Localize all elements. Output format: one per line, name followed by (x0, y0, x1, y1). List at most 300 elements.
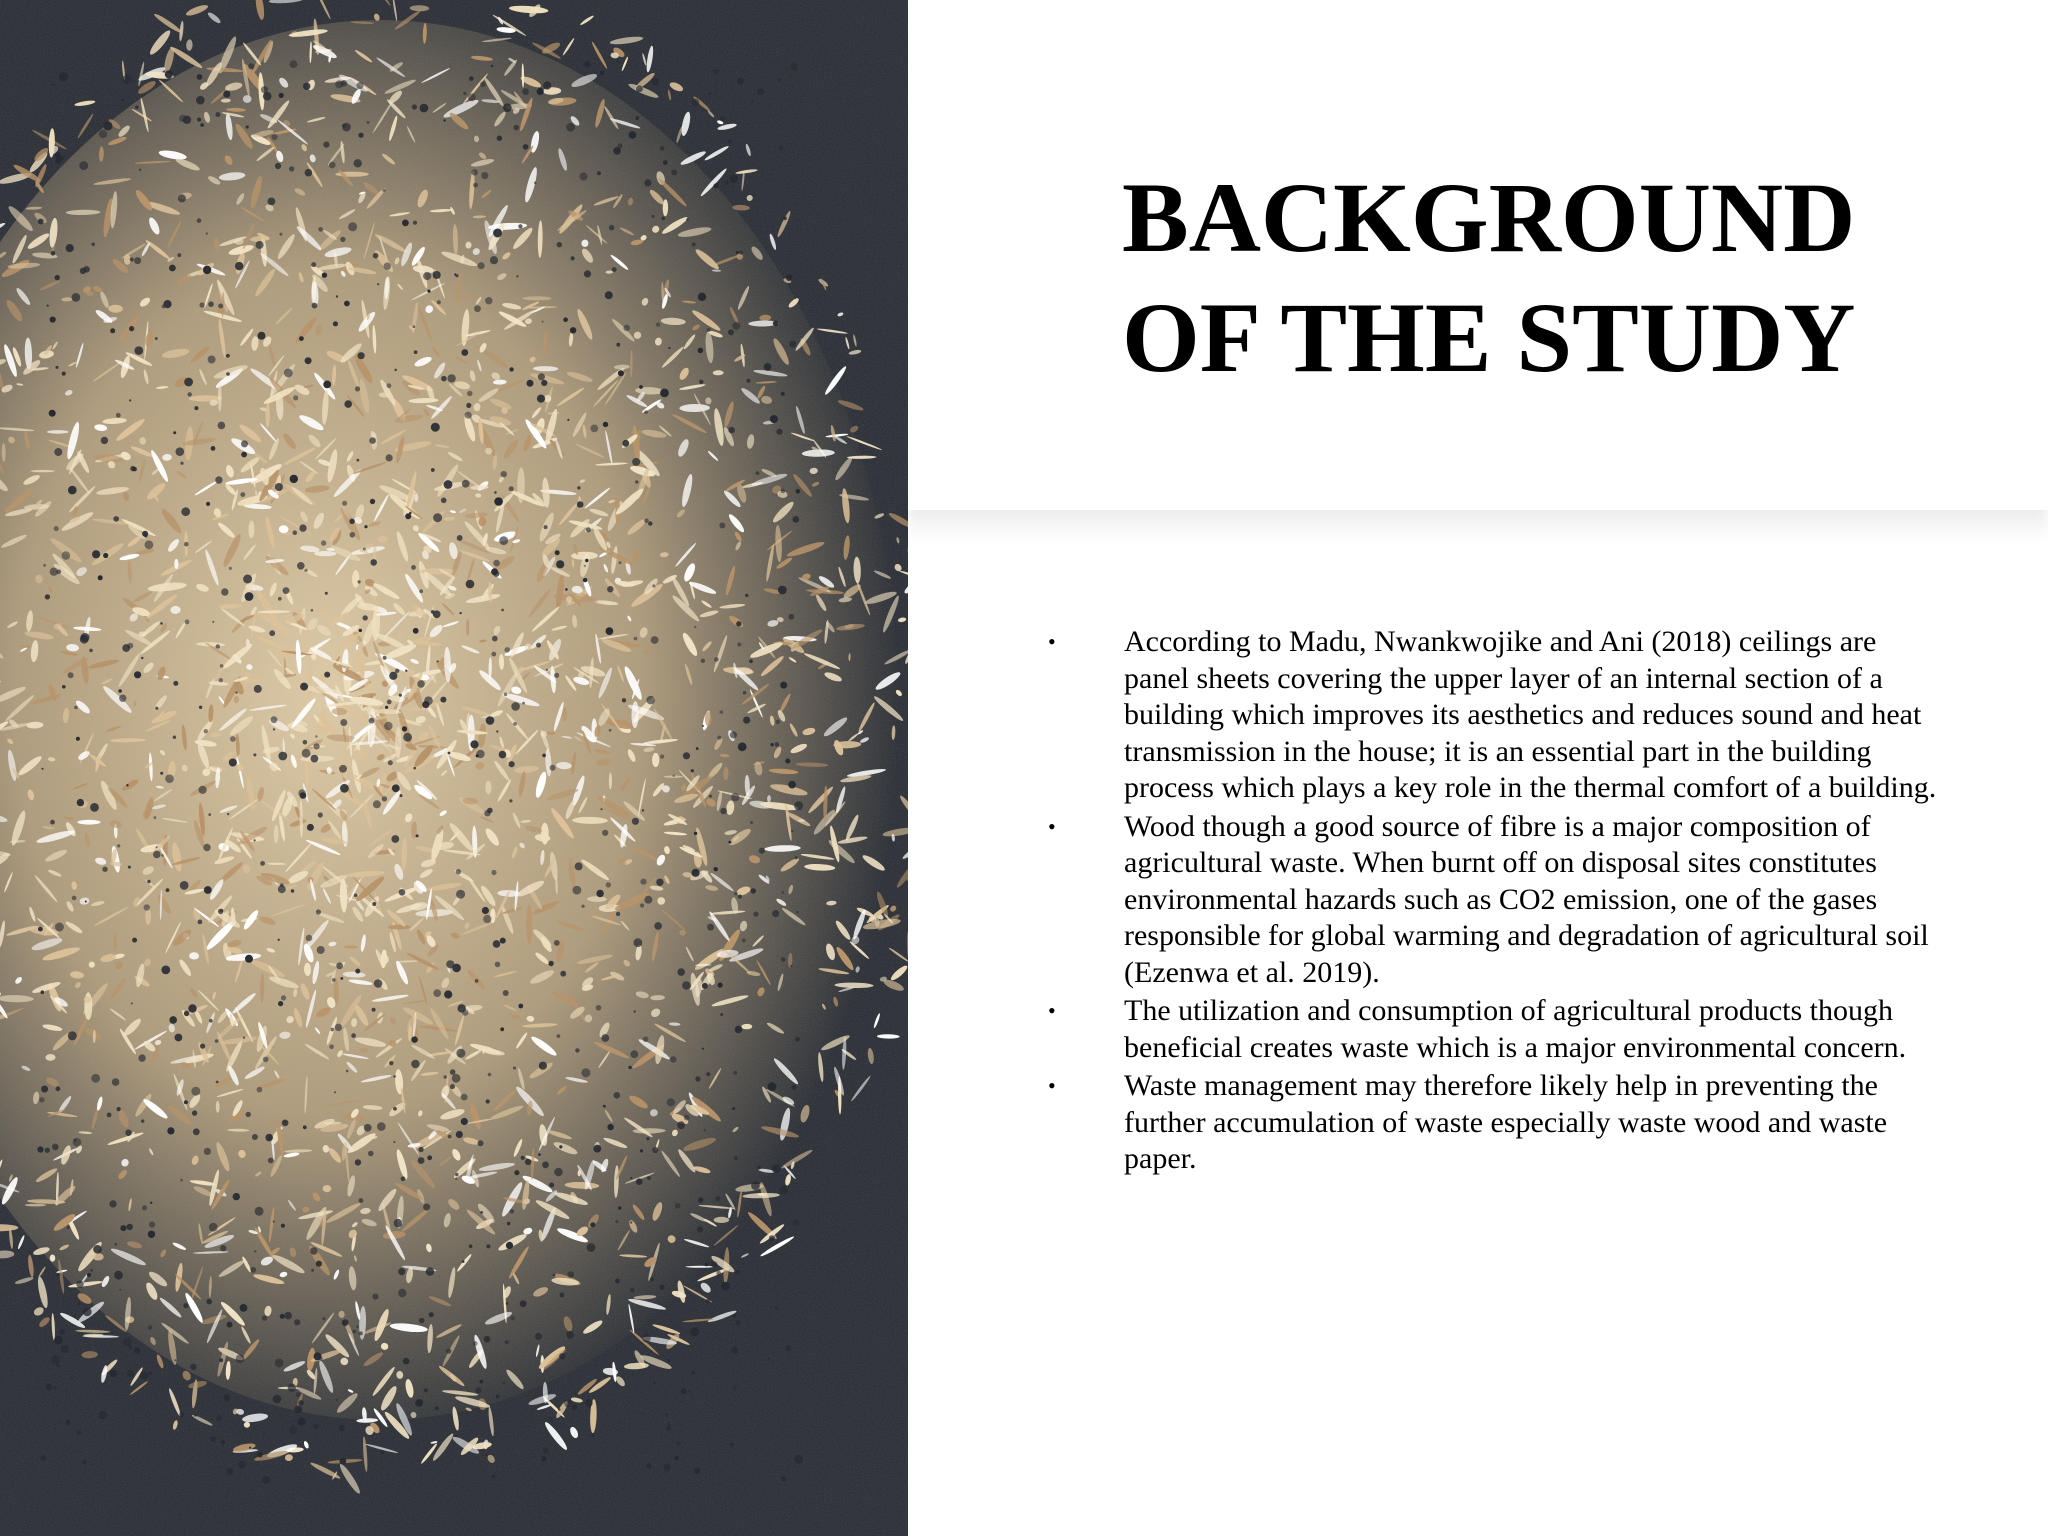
dark-speck (462, 480, 470, 488)
dark-speck (144, 904, 150, 910)
dark-speck (307, 824, 314, 831)
dark-speck (568, 1271, 575, 1278)
dark-speck (134, 257, 141, 264)
dark-speck (334, 1091, 336, 1093)
dark-speck (584, 61, 591, 68)
dark-speck (600, 808, 602, 810)
dark-speck (59, 72, 68, 81)
dark-speck (411, 1036, 417, 1042)
dark-speck (402, 220, 409, 227)
dark-speck (558, 1408, 560, 1410)
dark-speck (779, 146, 784, 151)
dark-speck (485, 297, 492, 304)
dark-speck (455, 1435, 457, 1437)
dark-speck (107, 1113, 112, 1118)
dark-speck (527, 380, 534, 387)
dark-speck (215, 476, 222, 483)
dark-speck (482, 907, 489, 914)
dark-speck (788, 781, 796, 789)
dark-speck (188, 1004, 196, 1012)
sawdust-flake (652, 753, 659, 767)
dark-speck (165, 70, 173, 78)
dark-speck (372, 1008, 376, 1012)
dark-speck (749, 659, 753, 663)
dark-speck (692, 869, 700, 877)
dark-speck (775, 1306, 779, 1310)
dark-speck (123, 1337, 132, 1346)
bullet-icon: • (1048, 1073, 1056, 1098)
dark-speck (672, 775, 674, 777)
dark-speck (358, 580, 361, 583)
dark-speck (180, 881, 189, 890)
dark-speck (730, 1442, 734, 1446)
dark-speck (418, 1157, 425, 1164)
dark-speck (694, 1468, 700, 1474)
sawdust-flake (522, 296, 551, 300)
dark-speck (101, 437, 108, 444)
dark-speck (536, 643, 541, 648)
dark-speck (488, 1073, 492, 1077)
slide-title (1122, 158, 2002, 398)
dark-speck (417, 680, 425, 688)
dark-speck (462, 1009, 468, 1015)
dark-speck (500, 938, 506, 944)
sawdust-flake (705, 711, 712, 726)
dark-speck (571, 256, 575, 260)
dark-speck (103, 553, 108, 558)
dark-speck (603, 422, 608, 427)
dark-speck (778, 586, 787, 595)
dark-speck (791, 63, 799, 71)
dark-speck (446, 1349, 451, 1354)
dark-speck (607, 586, 613, 592)
dark-speck (141, 1119, 144, 1122)
dark-speck (522, 88, 529, 95)
dark-speck (72, 896, 77, 901)
dark-speck (119, 695, 126, 702)
dark-speck (514, 1170, 519, 1175)
dark-speck (83, 266, 90, 273)
dark-speck (603, 1105, 606, 1108)
dark-speck (230, 736, 236, 742)
dark-speck (102, 867, 107, 872)
dark-speck (600, 70, 605, 75)
dark-speck (420, 104, 429, 113)
dark-speck (713, 183, 718, 188)
dark-speck (403, 1358, 410, 1365)
dark-speck (116, 413, 121, 418)
bullet-list (1048, 624, 1948, 1180)
dark-speck (310, 1247, 317, 1254)
dark-speck (419, 1147, 424, 1152)
sawdust-flake (305, 756, 309, 791)
dark-speck (149, 1222, 155, 1228)
dark-speck (281, 1224, 285, 1228)
dark-speck (275, 1359, 284, 1368)
dark-speck (240, 492, 245, 497)
dark-speck (206, 502, 210, 506)
dark-speck (402, 726, 407, 731)
dark-speck (249, 1447, 251, 1449)
dark-speck (55, 275, 60, 280)
dark-speck (785, 759, 790, 764)
dark-speck (720, 117, 725, 122)
dark-speck (300, 683, 308, 691)
dark-speck (485, 1453, 488, 1456)
dark-speck (358, 352, 365, 359)
dark-speck (480, 1211, 483, 1214)
dark-speck (340, 784, 349, 793)
dark-speck (279, 93, 284, 98)
dark-speck (584, 565, 586, 567)
bullet-text: The utilization and consumption of agricultural products though beneficial creates waste which is a major environmental concern. (1124, 994, 1907, 1064)
dark-speck (497, 136, 502, 141)
dark-speck (648, 521, 652, 525)
dark-speck (544, 525, 548, 529)
dark-speck (192, 1110, 197, 1115)
dark-speck (294, 1405, 302, 1413)
dark-speck (602, 830, 608, 836)
dark-speck (429, 1312, 434, 1317)
dark-speck (606, 627, 614, 635)
dark-speck (660, 1285, 665, 1290)
dark-speck (634, 637, 638, 641)
dark-speck (623, 325, 630, 332)
dark-speck (781, 1476, 786, 1481)
dark-speck (134, 1347, 141, 1354)
dark-speck (501, 471, 507, 477)
dark-speck (668, 347, 670, 349)
dark-speck (413, 325, 416, 328)
dark-speck (585, 559, 588, 562)
dark-speck (696, 747, 699, 750)
dark-speck (79, 161, 88, 170)
dark-speck (663, 1464, 670, 1471)
dark-speck (416, 834, 419, 837)
dark-speck (197, 218, 202, 223)
dark-speck (582, 905, 585, 908)
dark-speck (216, 1415, 222, 1421)
dark-speck (130, 257, 134, 261)
dark-speck (697, 1227, 703, 1233)
dark-speck (423, 1204, 430, 1211)
dark-speck (132, 938, 137, 943)
dark-speck (709, 795, 712, 798)
dark-speck (441, 376, 447, 382)
dark-speck (403, 733, 412, 742)
dark-speck (76, 1281, 83, 1288)
dark-speck (56, 1364, 59, 1367)
dark-speck (87, 1273, 91, 1277)
dark-speck (719, 523, 725, 529)
bullet-item (1048, 809, 1948, 992)
dark-speck (50, 820, 55, 825)
dark-speck (632, 818, 639, 825)
dark-speck (457, 535, 463, 541)
dark-speck (315, 735, 317, 737)
dark-speck (62, 372, 66, 376)
dark-speck (98, 575, 103, 580)
dark-speck (68, 486, 77, 495)
dark-speck (671, 170, 677, 176)
dark-speck (465, 412, 472, 419)
dark-speck (778, 78, 782, 82)
dark-speck (481, 172, 488, 179)
bullet-text: Waste management may therefore likely help in preventing the further accumulation of waste especially waste wood and waste paper. (1124, 1069, 1888, 1175)
dark-speck (299, 524, 306, 531)
dark-speck (538, 373, 545, 380)
dark-speck (609, 729, 612, 732)
dark-speck (56, 1086, 61, 1091)
dark-speck (518, 224, 522, 228)
dark-speck (208, 301, 214, 307)
dark-speck (770, 743, 773, 746)
dark-speck (467, 391, 472, 396)
dark-speck (768, 1358, 770, 1360)
dark-speck (448, 1135, 452, 1139)
dark-speck (174, 1359, 176, 1361)
dark-speck (793, 1219, 800, 1226)
dark-speck (779, 1186, 788, 1195)
dark-speck (579, 172, 587, 180)
dark-speck (74, 1315, 76, 1317)
dark-speck (364, 525, 367, 528)
dark-speck (330, 1028, 334, 1032)
dark-speck (203, 844, 210, 851)
dark-speck (559, 1353, 565, 1359)
sawdust-flake (466, 619, 469, 636)
dark-speck (357, 459, 360, 462)
bullet-item (1048, 993, 1948, 1066)
dark-speck (702, 1048, 704, 1050)
dark-speck (114, 1271, 123, 1280)
dark-speck (279, 233, 282, 236)
dark-speck (411, 1060, 419, 1068)
dark-speck (400, 794, 403, 797)
dark-speck (795, 856, 798, 859)
dark-speck (656, 879, 663, 886)
dark-speck (714, 657, 719, 662)
dark-speck (342, 1319, 349, 1326)
sawdust-flake (526, 905, 532, 945)
dark-speck (496, 730, 498, 732)
dark-speck (144, 534, 147, 537)
dark-speck (511, 1316, 515, 1320)
dark-speck (367, 121, 370, 124)
dark-speck (61, 1345, 69, 1353)
dark-speck (181, 507, 190, 516)
dark-speck (541, 1456, 546, 1461)
dark-speck (45, 594, 50, 599)
dark-speck (372, 902, 376, 906)
dark-speck (441, 498, 447, 504)
dark-speck (537, 395, 545, 403)
dark-speck (236, 1354, 245, 1363)
dark-speck (268, 1158, 274, 1164)
dark-speck (728, 329, 734, 335)
dark-speck (484, 1336, 491, 1343)
dark-speck (296, 1392, 301, 1397)
dark-speck (651, 636, 659, 644)
dark-speck (273, 1221, 275, 1223)
dark-speck (695, 1076, 700, 1081)
bullet-text: According to Madu, Nwankwojike and Ani (2018) ceilings are panel sheets covering the upper layer of an internal section of a building which improves its aesthetics and reduces sound and heat transmission in the house; it is an essential part in the building process which plays a key role in the thermal comfort of a building. (1124, 625, 1937, 804)
dark-speck (462, 1260, 465, 1263)
dark-speck (289, 166, 294, 171)
dark-speck (475, 979, 479, 983)
dark-speck (278, 1001, 283, 1006)
dark-speck (271, 134, 277, 140)
dark-speck (399, 694, 402, 697)
dark-speck (129, 1345, 133, 1349)
sawdust-flake (578, 1170, 581, 1176)
dark-speck (783, 217, 787, 221)
dark-speck (539, 1062, 547, 1070)
dark-speck (509, 799, 512, 802)
dark-speck (141, 657, 143, 659)
dark-speck (543, 81, 551, 89)
dark-speck (173, 431, 176, 434)
dark-speck (184, 542, 189, 547)
dark-speck (775, 742, 780, 747)
dark-speck (356, 1326, 358, 1328)
dark-speck (211, 446, 216, 451)
dark-speck (691, 1371, 695, 1375)
dark-speck (674, 1456, 678, 1460)
dark-speck (708, 92, 711, 95)
dark-speck (644, 519, 649, 524)
dark-speck (737, 78, 744, 85)
dark-speck (306, 935, 313, 942)
dark-speck (652, 1147, 658, 1153)
dark-speck (479, 1380, 483, 1384)
dark-speck (93, 1245, 102, 1254)
dark-speck (50, 317, 56, 323)
dark-speck (199, 302, 204, 307)
dark-speck (702, 725, 704, 727)
dark-speck (145, 540, 154, 549)
dark-speck (565, 588, 568, 591)
dark-speck (253, 753, 256, 756)
dark-speck (691, 769, 694, 772)
sawdust-flake (218, 382, 222, 411)
sawdust-flake (216, 1101, 220, 1113)
dark-speck (74, 706, 78, 710)
dark-speck (351, 1033, 356, 1038)
dark-speck (273, 1395, 282, 1404)
dark-speck (704, 1129, 706, 1131)
dark-speck (548, 961, 553, 966)
dark-speck (393, 1075, 395, 1077)
dark-speck (456, 890, 465, 899)
dark-speck (501, 609, 504, 612)
dark-speck (338, 1425, 344, 1431)
dark-speck (751, 888, 756, 893)
dark-speck (772, 1165, 781, 1174)
dark-speck (299, 336, 304, 341)
dark-speck (377, 1122, 386, 1131)
dark-speck (424, 696, 433, 705)
dark-speck (751, 101, 753, 103)
dark-speck (503, 990, 509, 996)
dark-speck (132, 79, 134, 81)
dark-speck (522, 702, 525, 705)
dark-speck (113, 516, 119, 522)
dark-speck (663, 160, 668, 165)
dark-speck (83, 1308, 92, 1317)
dark-speck (738, 895, 742, 899)
dark-speck (304, 569, 307, 572)
dark-speck (387, 700, 392, 705)
dark-speck (554, 1168, 563, 1177)
dark-speck (650, 1277, 654, 1281)
dark-speck (55, 158, 61, 164)
dark-speck (204, 1148, 211, 1155)
dark-speck (520, 1300, 527, 1307)
dark-speck (282, 1120, 289, 1127)
dark-speck (177, 253, 181, 257)
dark-speck (368, 1151, 374, 1157)
dark-speck (395, 669, 399, 673)
dark-speck (452, 1074, 461, 1083)
dark-speck (387, 383, 392, 388)
dark-speck (443, 119, 445, 121)
dark-speck (369, 437, 376, 444)
dark-speck (652, 78, 660, 86)
dark-speck (646, 696, 655, 705)
dark-speck (677, 968, 685, 976)
dark-speck (470, 740, 478, 748)
dark-speck (577, 501, 584, 508)
dark-speck (491, 1474, 495, 1478)
dark-speck (52, 1144, 59, 1151)
dark-speck (335, 1024, 342, 1031)
dark-speck (504, 647, 510, 653)
dark-speck (728, 841, 731, 844)
dark-speck (513, 722, 517, 726)
dark-speck (786, 274, 793, 281)
dark-speck (486, 716, 495, 725)
dark-speck (62, 685, 66, 689)
dark-speck (298, 789, 306, 797)
dark-speck (506, 1302, 509, 1305)
dark-speck (218, 304, 223, 309)
dark-speck (303, 1125, 307, 1129)
dark-speck (184, 1100, 188, 1104)
dark-speck (74, 1139, 76, 1141)
dark-speck (258, 332, 266, 340)
dark-speck (92, 550, 100, 558)
dark-speck (344, 400, 352, 408)
dark-speck (210, 1436, 216, 1442)
dark-speck (431, 423, 440, 432)
dark-speck (440, 697, 446, 703)
dark-speck (110, 328, 115, 333)
dark-speck (184, 1011, 189, 1016)
dark-speck (66, 244, 74, 252)
sawdust-photo (0, 0, 908, 1536)
dark-speck (47, 305, 49, 307)
dark-speck (795, 1037, 800, 1042)
dark-speck (348, 222, 357, 231)
dark-speck (245, 592, 254, 601)
dark-speck (254, 685, 262, 693)
dark-speck (229, 759, 237, 767)
dark-speck (618, 1206, 621, 1209)
dark-speck (354, 894, 358, 898)
dark-speck (329, 1045, 334, 1050)
dark-speck (303, 83, 310, 90)
